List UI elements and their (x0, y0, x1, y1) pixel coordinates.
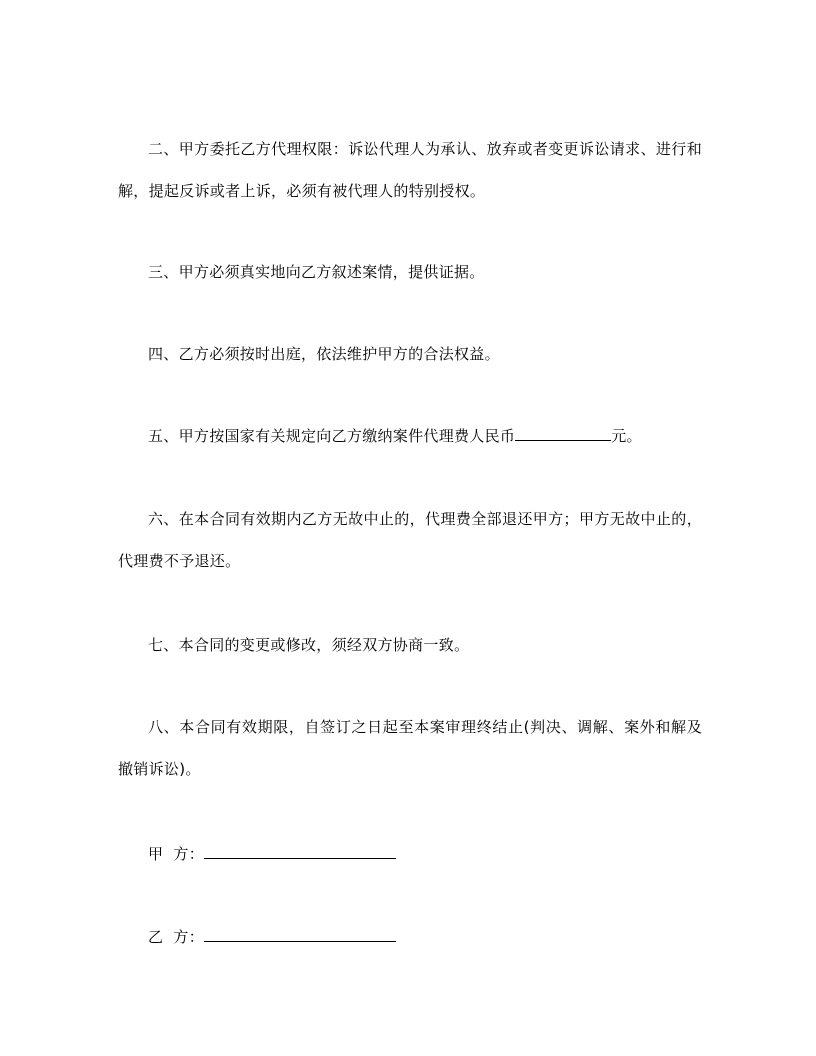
clause-3-text: 三、甲方必须真实地向乙方叙述案情，提供证据。 (148, 263, 485, 281)
clause-6-text: 六、在本合同有效期内乙方无故中止的，代理费全部退还甲方；甲方无故中止的，代理费不予退还。 (118, 510, 702, 570)
clause-5 (118, 415, 702, 457)
party-a-blank (204, 844, 396, 859)
clause-5-text-before: 五、甲方按国家有关规定向乙方缴纳案件代理费人民币 (148, 427, 516, 445)
clause-8-text: 八、本合同有效期限，自签订之日起至本案审理终结止(判决、调解、案外和解及撤销诉讼)。 (118, 718, 702, 778)
clause-2 (118, 128, 702, 212)
party-b-blank (204, 927, 396, 942)
party-b-signature (148, 927, 396, 947)
party-b-label: 乙 方： (148, 928, 205, 946)
clause-2-text: 二、甲方委托乙方代理权限：诉讼代理人为承认、放弃或者变更诉讼请求、进行和解，提起反诉或者上诉，必须有被代理人的特别授权。 (118, 140, 702, 200)
party-a-label: 甲 方： (148, 845, 205, 863)
clause-5-text-after: 元。 (611, 427, 642, 445)
clause-8 (118, 706, 702, 790)
clause-6 (118, 498, 702, 582)
clause-4 (118, 333, 702, 375)
clause-4-text: 四、乙方必须按时出庭，依法维护甲方的合法权益。 (148, 345, 500, 363)
clause-7 (118, 624, 702, 666)
fee-amount-blank (515, 426, 611, 441)
clause-3 (118, 251, 702, 293)
clause-7-text: 七、本合同的变更或修改，须经双方协商一致。 (148, 636, 470, 654)
party-a-signature (148, 844, 396, 864)
